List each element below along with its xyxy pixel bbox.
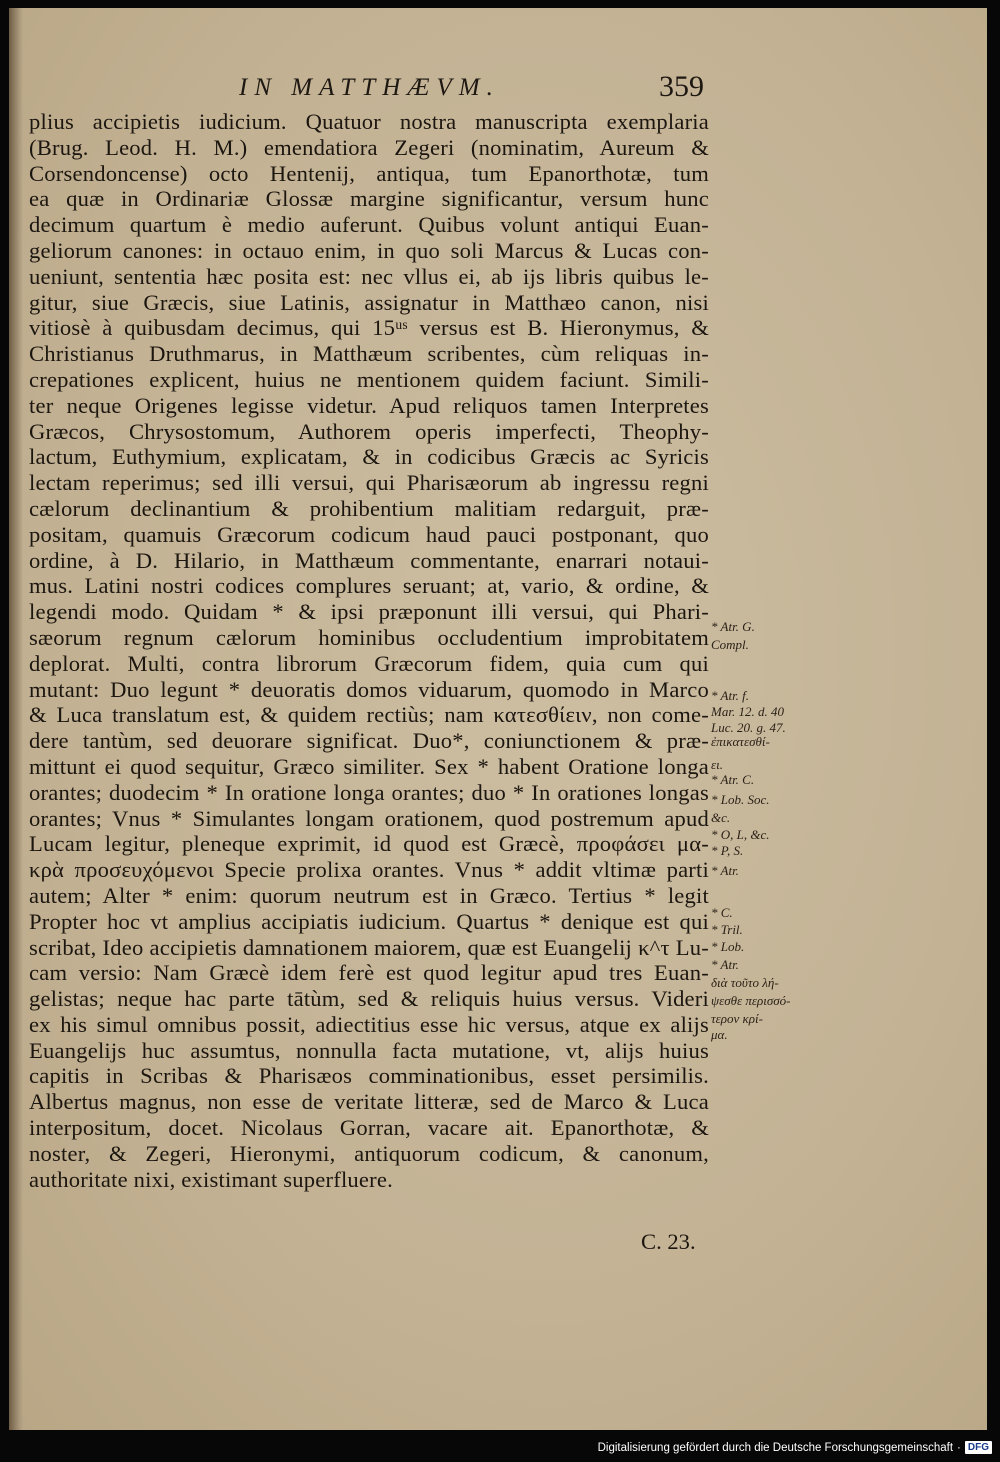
- margin-note: ἐπικατεσθί-: [711, 734, 770, 749]
- footer-credit: Digitalisierung gefördert durch die Deutsche Forschungsgemeinschaft: [597, 1441, 954, 1454]
- text-line: decimum quartum è medio auferunt. Quibus volunt antiqui Euan-: [29, 212, 709, 238]
- text-line: ordine, à D. Hilario, in Matthæum commentante, enarrari notaui-: [29, 547, 709, 573]
- text-line: cam versio: Nam Græcè idem ferè est quod legitur apud tres Euan-: [29, 960, 709, 986]
- margin-note: Compl.: [711, 637, 749, 652]
- margin-note: * Atr. f.: [711, 688, 750, 703]
- text-line: ter neque Origenes legisse videtur. Apud reliquos tamen Interpretes: [29, 392, 709, 418]
- text-line: Euangelijs huc assumtus, nonnulla facta mutatione, vt, alijs huius: [29, 1037, 709, 1063]
- margin-note: * O, L, &c.: [711, 827, 770, 842]
- scanned-page: [9, 8, 987, 1430]
- text-line: κρὰ προσευχόμενοι Specie prolixa orantes. Vnus * addit vltimæ parti: [29, 857, 709, 883]
- page-edge-shadow: [9, 8, 23, 1430]
- margin-note: * Lob. Soc.: [711, 792, 770, 807]
- text-line: vitiosè à quibusdam decimus, qui 15ᵘˢ versus est B. Hieronymus, &: [29, 315, 709, 341]
- text-line: Albertus magnus, non esse de veritate litteræ, sed de Marco & Luca: [29, 1089, 709, 1115]
- margin-note: &c.: [711, 810, 731, 825]
- text-line: mittunt ei quod sequitur, Græco similiter. Sex * habent Oratione longa: [29, 753, 709, 779]
- margin-note: ψεσθε περισσό-: [711, 993, 791, 1008]
- text-line: mus. Latini nostri codices complures seruant; at, vario, & ordine, &: [29, 573, 709, 599]
- margin-note: * Lob.: [711, 939, 745, 954]
- text-line: scribat, Ideo accipietis damnationem maiorem, quæ est Euangelij κ^τ Lu-: [29, 934, 709, 960]
- margin-note: * C.: [711, 905, 733, 920]
- text-line: Propter hoc vt amplius accipiatis iudicium. Quartus * denique est qui: [29, 908, 709, 934]
- text-line: ex his simul omnibus possit, adiectitius esse hic versus, atque ex alijs: [29, 1011, 709, 1037]
- text-line: gelistas; neque hac parte tātùm, sed & reliquis huius versus. Videri: [29, 986, 709, 1012]
- main-text-block: [29, 109, 709, 1192]
- text-line: Lucam legitur, pleneque exprimit, id quod est Græcè, προφάσει μα-: [29, 831, 709, 857]
- text-line: orantes; duodecim * In oratione longa orantes; duo * In orationes longas: [29, 779, 709, 805]
- text-line: deplorat. Multi, contra librorum Græcorum fidem, quia cum qui: [29, 650, 709, 676]
- margin-note: * Atr. G.: [711, 619, 755, 634]
- text-line: cælorum declinantium & prohibentium malitiam redarguit, præ-: [29, 495, 709, 521]
- text-line: positam, quamuis Græcorum codicum haud pauci postponant, quo: [29, 521, 709, 547]
- text-line: & Luca translatum est, & quidem rectiùs; nam κατεσθίειν, non come-: [29, 702, 709, 728]
- text-line: geliorum canones: in octauo enim, in quo soli Marcus & Lucas con-: [29, 237, 709, 263]
- margin-note: * P, S.: [711, 843, 744, 858]
- margin-note: μα.: [711, 1027, 728, 1042]
- text-line: authoritate nixi, existimant superfluere.: [29, 1166, 393, 1192]
- margin-note: * Atr.: [711, 863, 739, 878]
- margin-note: * Tril.: [711, 922, 743, 937]
- dfg-logo: DFG: [965, 1441, 992, 1454]
- digitization-footer: [598, 1441, 992, 1454]
- text-line: plius accipietis iudicium. Quatuor nostra manuscripta exemplaria: [29, 109, 709, 134]
- catchword: C. 23.: [641, 1229, 696, 1254]
- text-line: Græcos, Chrysostomum, Authorem operis imperfecti, Theophy-: [29, 418, 709, 444]
- page-number: 359: [659, 70, 704, 103]
- page-header: [239, 70, 719, 110]
- text-line: sæorum regnum cælorum hominibus occludentium improbitatem: [29, 624, 709, 650]
- text-line: lactum, Euthymium, explicatam, & in codicibus Græcis ac Syricis: [29, 444, 709, 470]
- text-line: legendi modo. Quidam * & ipsi præponunt illi versui, qui Phari-: [29, 599, 709, 625]
- text-line: mutant: Duo legunt * deuoratis domos viduarum, quomodo in Marco: [29, 676, 709, 702]
- text-line: crepationes explicent, huius ne mentionem quidem faciunt. Simili-: [29, 366, 709, 392]
- margin-note: ει.: [711, 757, 723, 772]
- text-line: Corsendoncense) octo Hentenij, antiqua, tum Epanorthotæ, tum: [29, 160, 709, 186]
- text-line: orantes; Vnus * Simulantes longam orationem, quod postremum apud: [29, 805, 709, 831]
- footer-separator: ·: [957, 1441, 961, 1454]
- text-line: autem; Alter * enim: quorum neutrum est in Græco. Tertius * legit: [29, 882, 709, 908]
- text-line: dere tantùm, sed deuorare significat. Duo*, coniunctionem & præ-: [29, 728, 709, 754]
- text-line: (Brug. Leod. H. M.) emendatiora Zegeri (nominatim, Aureum &: [29, 134, 709, 160]
- margin-note: Luc. 20. g. 47.: [711, 720, 786, 735]
- running-head: IN MATTHÆVM.: [239, 74, 500, 101]
- text-line: noster, & Zegeri, Hieronymi, antiquorum codicum, & canonum,: [29, 1140, 709, 1166]
- margin-note: * Atr. C.: [711, 772, 755, 787]
- text-line: lectam reperimus; sed illi versui, qui Pharisæorum ab ingressu regni: [29, 470, 709, 496]
- text-line: ea quæ in Ordinariæ Glossæ margine significantur, versum hunc: [29, 186, 709, 212]
- text-line: Christianus Druthmarus, in Matthæum scribentes, cùm reliquas in-: [29, 341, 709, 367]
- text-line: ueniunt, sententia hæc posita est: nec vllus ei, ab ijs libris quibus le-: [29, 263, 709, 289]
- margin-note: Mar. 12. d. 40: [711, 704, 784, 719]
- text-line: capitis in Scribas & Pharisæos comminationibus, esset persimilis.: [29, 1063, 709, 1089]
- margin-note: * Atr.: [711, 957, 739, 972]
- text-line: gitur, siue Græcis, siue Latinis, assignatur in Matthæo canon, nisi: [29, 289, 709, 315]
- margin-note: τερον κρί-: [711, 1011, 763, 1026]
- text-line: interpositum, docet. Nicolaus Gorran, vacare ait. Epanorthotæ, &: [29, 1115, 709, 1141]
- margin-note: διὰ τοῦτο λή-: [711, 975, 779, 990]
